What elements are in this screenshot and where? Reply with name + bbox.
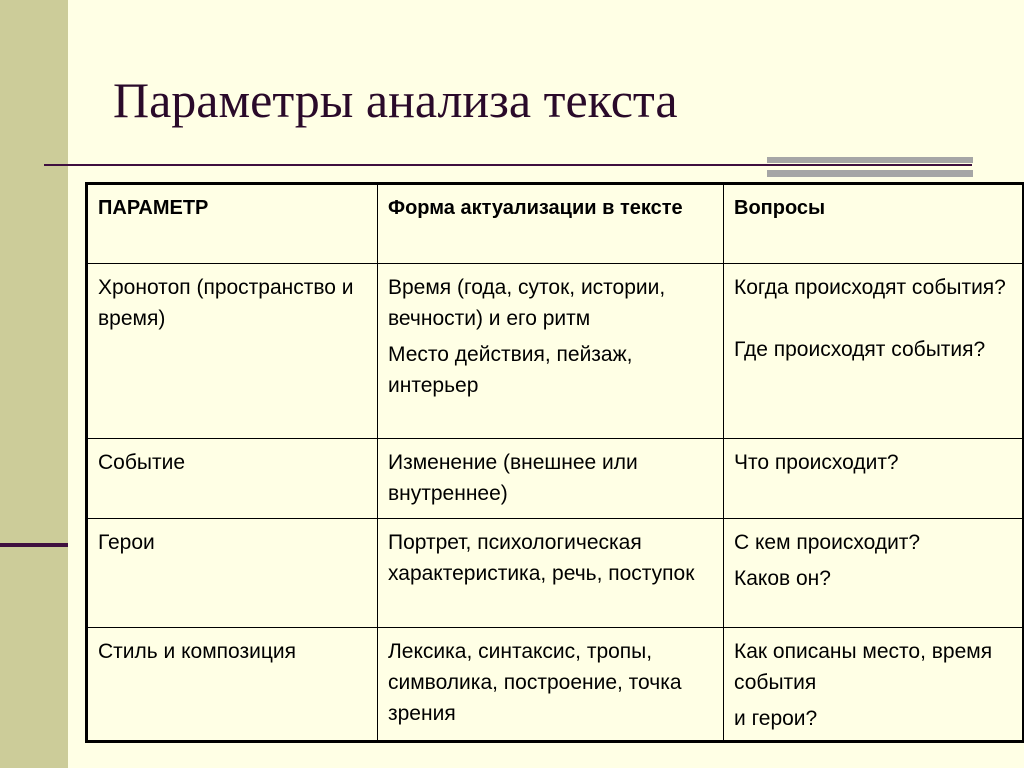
question-text: Как описаны место, время события [734,640,993,694]
question-text: Где происходят события? [734,338,986,361]
decor-bar-bottom [767,170,973,177]
table-row [87,439,1024,519]
slide-title: Параметры анализа текста [113,72,678,128]
param-cell: Герои [87,519,378,628]
questions-cell [724,264,1024,439]
param-cell: Хронотоп (пространство и время) [87,264,378,439]
table-row [87,628,1024,742]
form-cell [378,519,724,628]
questions-cell [724,628,1024,742]
param-cell: Стиль и композиция [87,628,378,742]
questions-cell [724,519,1024,628]
param-cell: Событие [87,439,378,519]
header-cell-questions: Вопросы [724,184,1024,264]
form-text: Место действия, пейзаж, интерьер [388,343,633,397]
form-text: Изменение (внешнее или внутреннее) [388,451,638,505]
question-text: и герои? [734,707,818,730]
form-cell [378,439,724,519]
left-accent-line [0,543,68,547]
table-row [87,264,1024,439]
form-text: Время (года, суток, истории, вечности) и его ритм [388,276,666,330]
form-cell [378,628,724,742]
question-text: С кем происходит? [734,531,921,554]
form-cell [378,264,724,439]
question-text: Когда происходят события? [734,276,1006,299]
question-text: Каков он? [734,567,831,590]
question-text: Что происходит? [734,451,899,474]
decor-bar-top [767,157,973,163]
table-header-row [87,184,1024,264]
header-cell-form: Форма актуализации в тексте [378,184,724,264]
form-text: Лексика, синтаксис, тропы, символика, построение, точка зрения [388,640,682,725]
title-underline [44,164,972,166]
table-row [87,519,1024,628]
header-cell-parameter: ПАРАМЕТР [87,184,378,264]
form-text: Портрет, психологическая характеристика, речь, поступок [388,531,695,585]
parameters-table [85,182,1024,743]
questions-cell [724,439,1024,519]
left-decor-band [0,0,68,768]
